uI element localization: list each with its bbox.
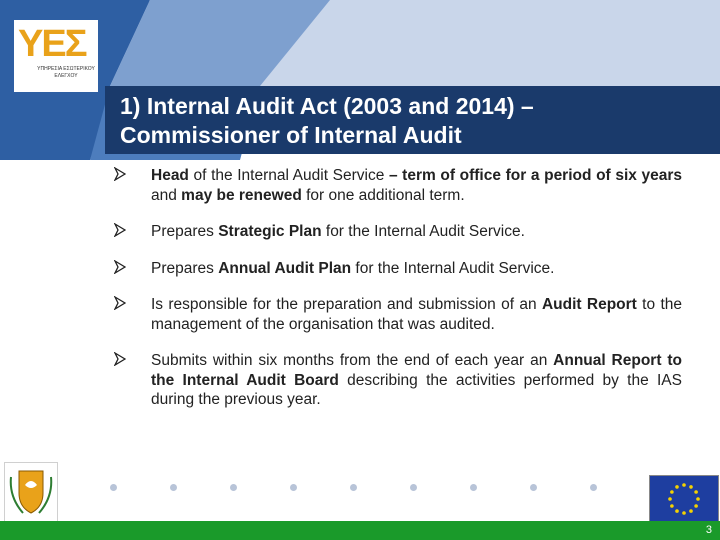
arrowhead-bullet-icon [114,223,126,237]
eu-star [682,511,686,515]
bullet-text-run: for the Internal Audit Service. [351,259,555,277]
bullet-text-bold: Strategic Plan [218,223,322,240]
bullet-text [151,259,682,279]
eu-star [696,497,700,501]
eu-star [675,509,679,513]
eu-star [670,504,674,508]
eu-star [694,504,698,508]
eu-star [689,485,693,489]
bullet-text-run: Prepares [151,259,219,277]
dot [590,484,597,491]
logo-caption: ΥΠΗΡΕΣΙΑ ΕΣΩΤΕΡΙΚΟΥ ΕΛΕΓΧΟΥ [37,66,95,79]
bullet-list [114,166,682,427]
bullet-text-run: for one additional term. [301,186,465,204]
eu-star [675,485,679,489]
eu-star [682,483,686,487]
bullet-text [151,166,682,205]
dot [290,484,297,491]
bullet-item [114,295,682,334]
bullet-text-run: to the management of the organisation that was audited. [151,296,682,333]
bullet-text-run: for the Internal Audit Service. [321,223,525,240]
cyprus-coat-of-arms-icon [4,462,58,522]
bullet-text-run: Prepares [151,223,219,240]
bullet-text-bold: Annual Audit Plan [218,259,352,277]
bullet-text-run: Is responsible for the preparation and submission of an [151,296,542,313]
slide-title-line1: 1) Internal Audit Act (2003 and 2014) – [120,93,534,119]
bullet-text-run: describing the activities performed by the IAS during the previous year. [151,371,682,408]
footer-bar [0,521,720,540]
dot [410,484,417,491]
eu-flag-icon [649,475,719,523]
ias-logo [14,20,98,92]
bullet-item [114,351,682,410]
bullet-text-bold: Annual Report to the Internal Audit Board [151,352,682,389]
bullet-item [114,166,682,205]
eu-star [668,497,672,501]
slide-title-line2: Commissioner of Internal Audit [120,122,462,148]
bullet-item [114,222,682,242]
page-number: 3 [705,524,712,536]
bullet-text-bold: Audit Report [541,296,637,313]
dot [350,484,357,491]
dot [110,484,117,491]
title-bar [105,86,720,154]
dot [170,484,177,491]
bullet-text-run: and [151,186,182,204]
bullet-text-run: Submits within six months from the end of each year an [151,352,554,369]
bullet-text [151,351,682,410]
bullet-text-bold: may be renewed [181,186,302,204]
eu-star [670,490,674,494]
bullet-text-run: of the Internal Audit Service [188,167,389,184]
dot [530,484,537,491]
bullet-text-bold: Head [151,167,189,184]
arrowhead-bullet-icon [114,296,126,310]
bullet-text-bold: – term of office for a period of six years [388,167,682,184]
slide-title [120,92,710,150]
eu-star [689,509,693,513]
decorative-dots [110,484,610,494]
dot [230,484,237,491]
dot [470,484,477,491]
arrowhead-bullet-icon [114,167,126,181]
arrowhead-bullet-icon [114,260,126,274]
logo-mark: ΥΕΣ [18,23,86,65]
arrowhead-bullet-icon [114,352,126,366]
bullet-text [151,222,682,242]
bullet-text [151,295,682,334]
eu-star [694,490,698,494]
bullet-item [114,259,682,279]
